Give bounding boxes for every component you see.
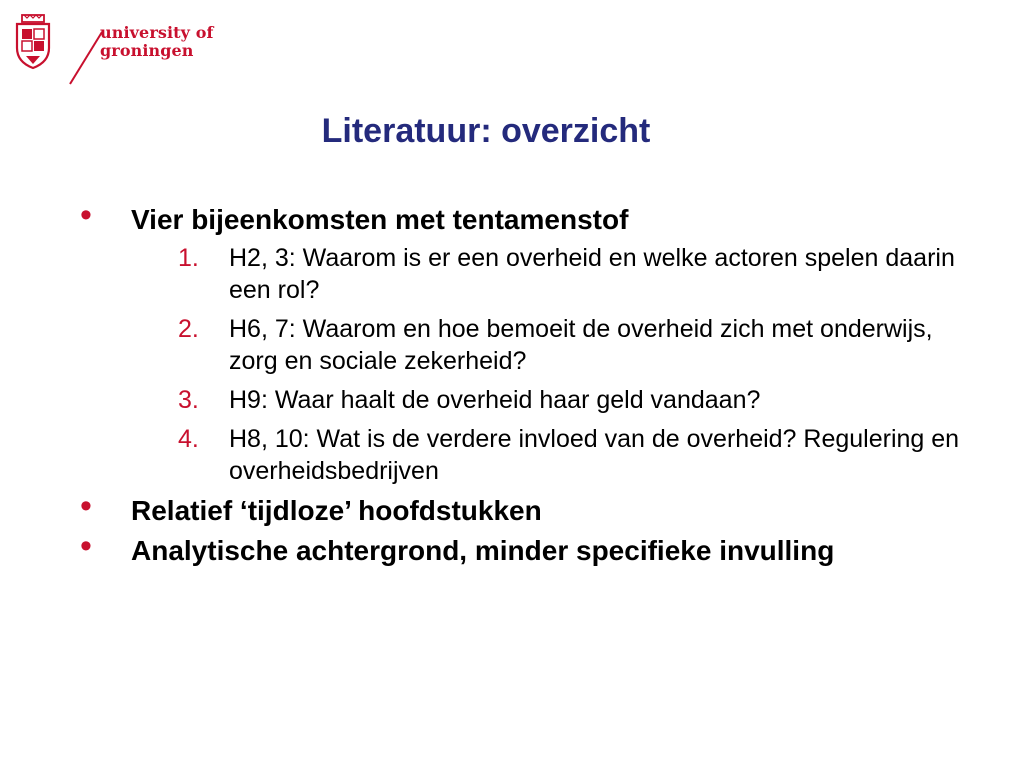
slide-title: Literatuur: overzicht — [321, 112, 651, 150]
bullet-item — [80, 196, 960, 487]
sublist-number: 1. — [178, 244, 199, 272]
numbered-sublist — [131, 242, 960, 487]
sublist-number: 2. — [178, 315, 199, 343]
sublist-number: 4. — [178, 425, 199, 453]
bullet-dot-icon: • — [80, 196, 92, 234]
bullet-text: Relatief ‘tijdloze’ hoofdstukken — [131, 495, 542, 526]
sublist-text: H6, 7: Waarom en hoe bemoeit de overheid zich met onderwijs, zorg en sociale zekerheid? — [229, 315, 933, 375]
sublist-text: H2, 3: Waarom is er een overheid en welke actoren spelen daarin een rol? — [229, 244, 955, 304]
sublist-text: H9: Waar haalt de overheid haar geld vandaan? — [229, 386, 761, 414]
university-logo — [14, 14, 214, 74]
university-wordmark — [100, 24, 213, 60]
sublist-item — [131, 242, 955, 306]
wordmark-line-2: groningen — [100, 41, 194, 60]
bullet-item — [80, 527, 940, 567]
bullet-text: Analytische achtergrond, minder specifieke invulling — [131, 535, 835, 566]
sublist-item — [131, 423, 960, 487]
wordmark-line-1: university of — [100, 23, 214, 42]
bullet-dot-icon: • — [80, 487, 92, 525]
sublist-text: H8, 10: Wat is de verdere invloed van de overheid? Regulering en overheidsbedrijven — [229, 425, 960, 485]
bullet-list — [80, 196, 960, 575]
bullet-text: Vier bijeenkomsten met tentamenstof — [131, 204, 629, 235]
sublist-item — [131, 313, 940, 377]
sublist-number: 3. — [178, 386, 199, 414]
crest-icon — [14, 14, 52, 70]
bullet-item — [80, 487, 940, 527]
bullet-dot-icon: • — [80, 527, 92, 565]
sublist-item — [131, 384, 940, 416]
